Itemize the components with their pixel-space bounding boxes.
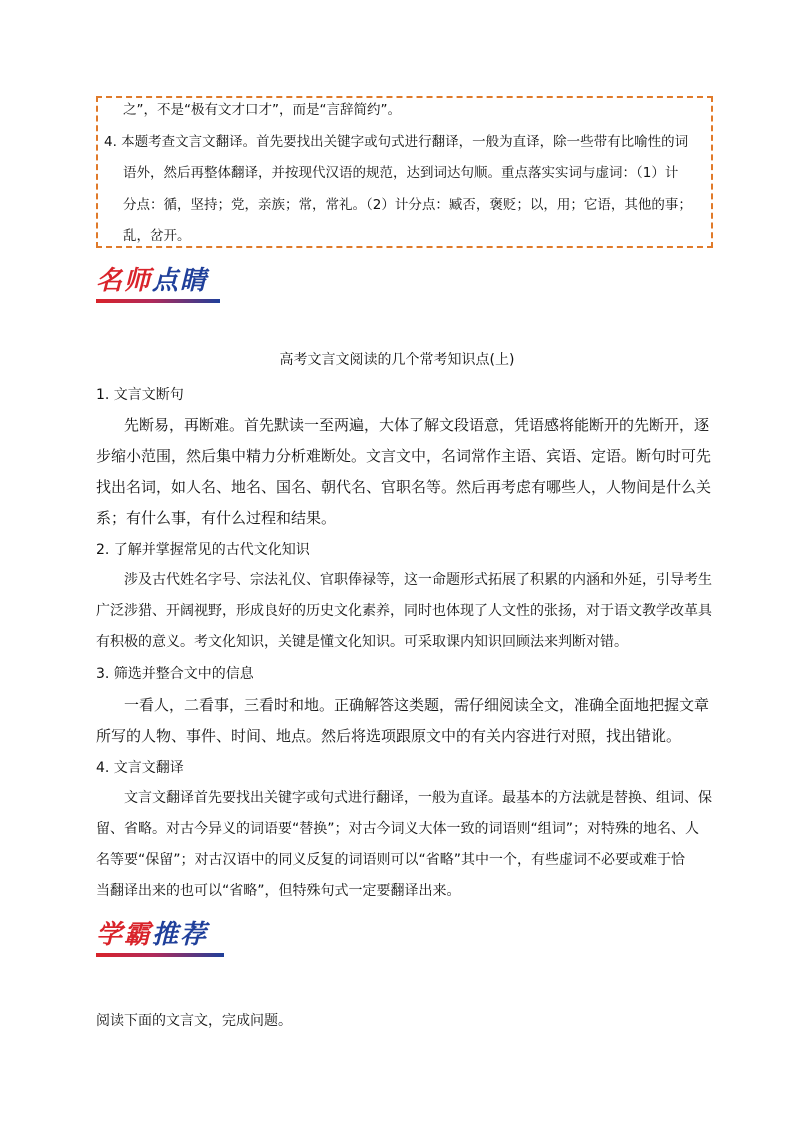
answer-line: 分点：循，坚持；党，亲族；常，常礼。（2）计分点：臧否，褒贬；以，用；它语，其他的事； xyxy=(123,197,692,213)
paragraph-line: 所写的人物、事件、时间、地点。然后将选项跟原文中的有关内容进行对照，找出错讹。 xyxy=(96,727,682,745)
section-heading: 2. 了解并掌握常见的古代文化知识 xyxy=(96,542,310,558)
banner-title-blue: 点睛 xyxy=(152,266,209,296)
paragraph-line: 文言文翻译首先要找出关键字或句式进行翻译，一般为直译。最基本的方法就是替换、组词、保 xyxy=(124,790,712,806)
section-banner-mingshi xyxy=(96,266,220,306)
page-title: 高考文言文阅读的几个常考知识点(上) xyxy=(279,352,515,368)
section-heading: 4. 文言文翻译 xyxy=(96,760,184,776)
banner-title-red: 学霸 xyxy=(96,920,153,950)
banner-title xyxy=(96,266,208,296)
banner-title-blue: 推荐 xyxy=(152,920,209,950)
paragraph-line: 有积极的意义。考文化知识，关键是懂文化知识。可采取课内知识回顾法来判断对错。 xyxy=(96,634,628,650)
answer-line: 乱，岔开。 xyxy=(123,228,191,244)
section-heading: 1. 文言文断句 xyxy=(96,387,184,403)
answer-line: 4. 本题考查文言文翻译。首先要找出关键字或句式进行翻译，一般为直译，除一些带有比喻性的词 xyxy=(104,134,689,150)
paragraph-line: 先断易，再断难。首先默读一至两遍，大体了解文段语意，凭语感将能断开的先断开，逐 xyxy=(124,416,710,434)
answer-explanation-box xyxy=(96,96,713,248)
answer-line: 之”，不是“极有文才口才”，而是“言辞简约”。 xyxy=(123,102,401,118)
banner-title-red: 名师 xyxy=(96,266,153,296)
paragraph-line: 系；有什么事，有什么过程和结果。 xyxy=(96,509,337,527)
banner-underline xyxy=(96,953,224,957)
paragraph-line: 一看人，二看事，三看时和地。正确解答这类题，需仔细阅读全文，准确全面地把握文章 xyxy=(124,696,710,714)
paragraph-line: 当翻译出来的也可以“省略”，但特殊句式一定要翻译出来。 xyxy=(96,883,461,899)
banner-title xyxy=(96,920,208,950)
paragraph-line: 找出名词，如人名、地名、国名、朝代名、官职名等。然后再考虑有哪些人，人物间是什么关 xyxy=(96,478,712,496)
answer-line: 语外，然后再整体翻译，并按现代汉语的规范，达到词达句顺。重点落实实词与虚词：（1）计 xyxy=(123,165,679,181)
paragraph-line: 广泛涉猎、开阔视野，形成良好的历史文化素养，同时也体现了人文性的张扬，对于语文教学改革具 xyxy=(96,603,712,619)
paragraph-line: 名等要“保留”；对古汉语中的同义反复的词语则可以“省略”其中一个，有些虚词不必要或难于恰 xyxy=(96,852,686,868)
paragraph-line: 步缩小范围，然后集中精力分析难断处。文言文中，名词常作主语、宾语、定语。断句时可先 xyxy=(96,447,712,465)
closing-instruction: 阅读下面的文言文，完成问题。 xyxy=(96,1013,292,1029)
section-banner-xueba xyxy=(96,920,224,960)
paragraph-line: 留、省略。对古今异义的词语要“替换”；对古今词义大体一致的词语则“组词”；对特殊的地名、人 xyxy=(96,821,700,837)
banner-underline xyxy=(96,299,220,303)
paragraph-line: 涉及古代姓名字号、宗法礼仪、官职俸禄等，这一命题形式拓展了积累的内涵和外延，引导考生 xyxy=(124,572,712,588)
section-heading: 3. 筛选并整合文中的信息 xyxy=(96,666,254,682)
